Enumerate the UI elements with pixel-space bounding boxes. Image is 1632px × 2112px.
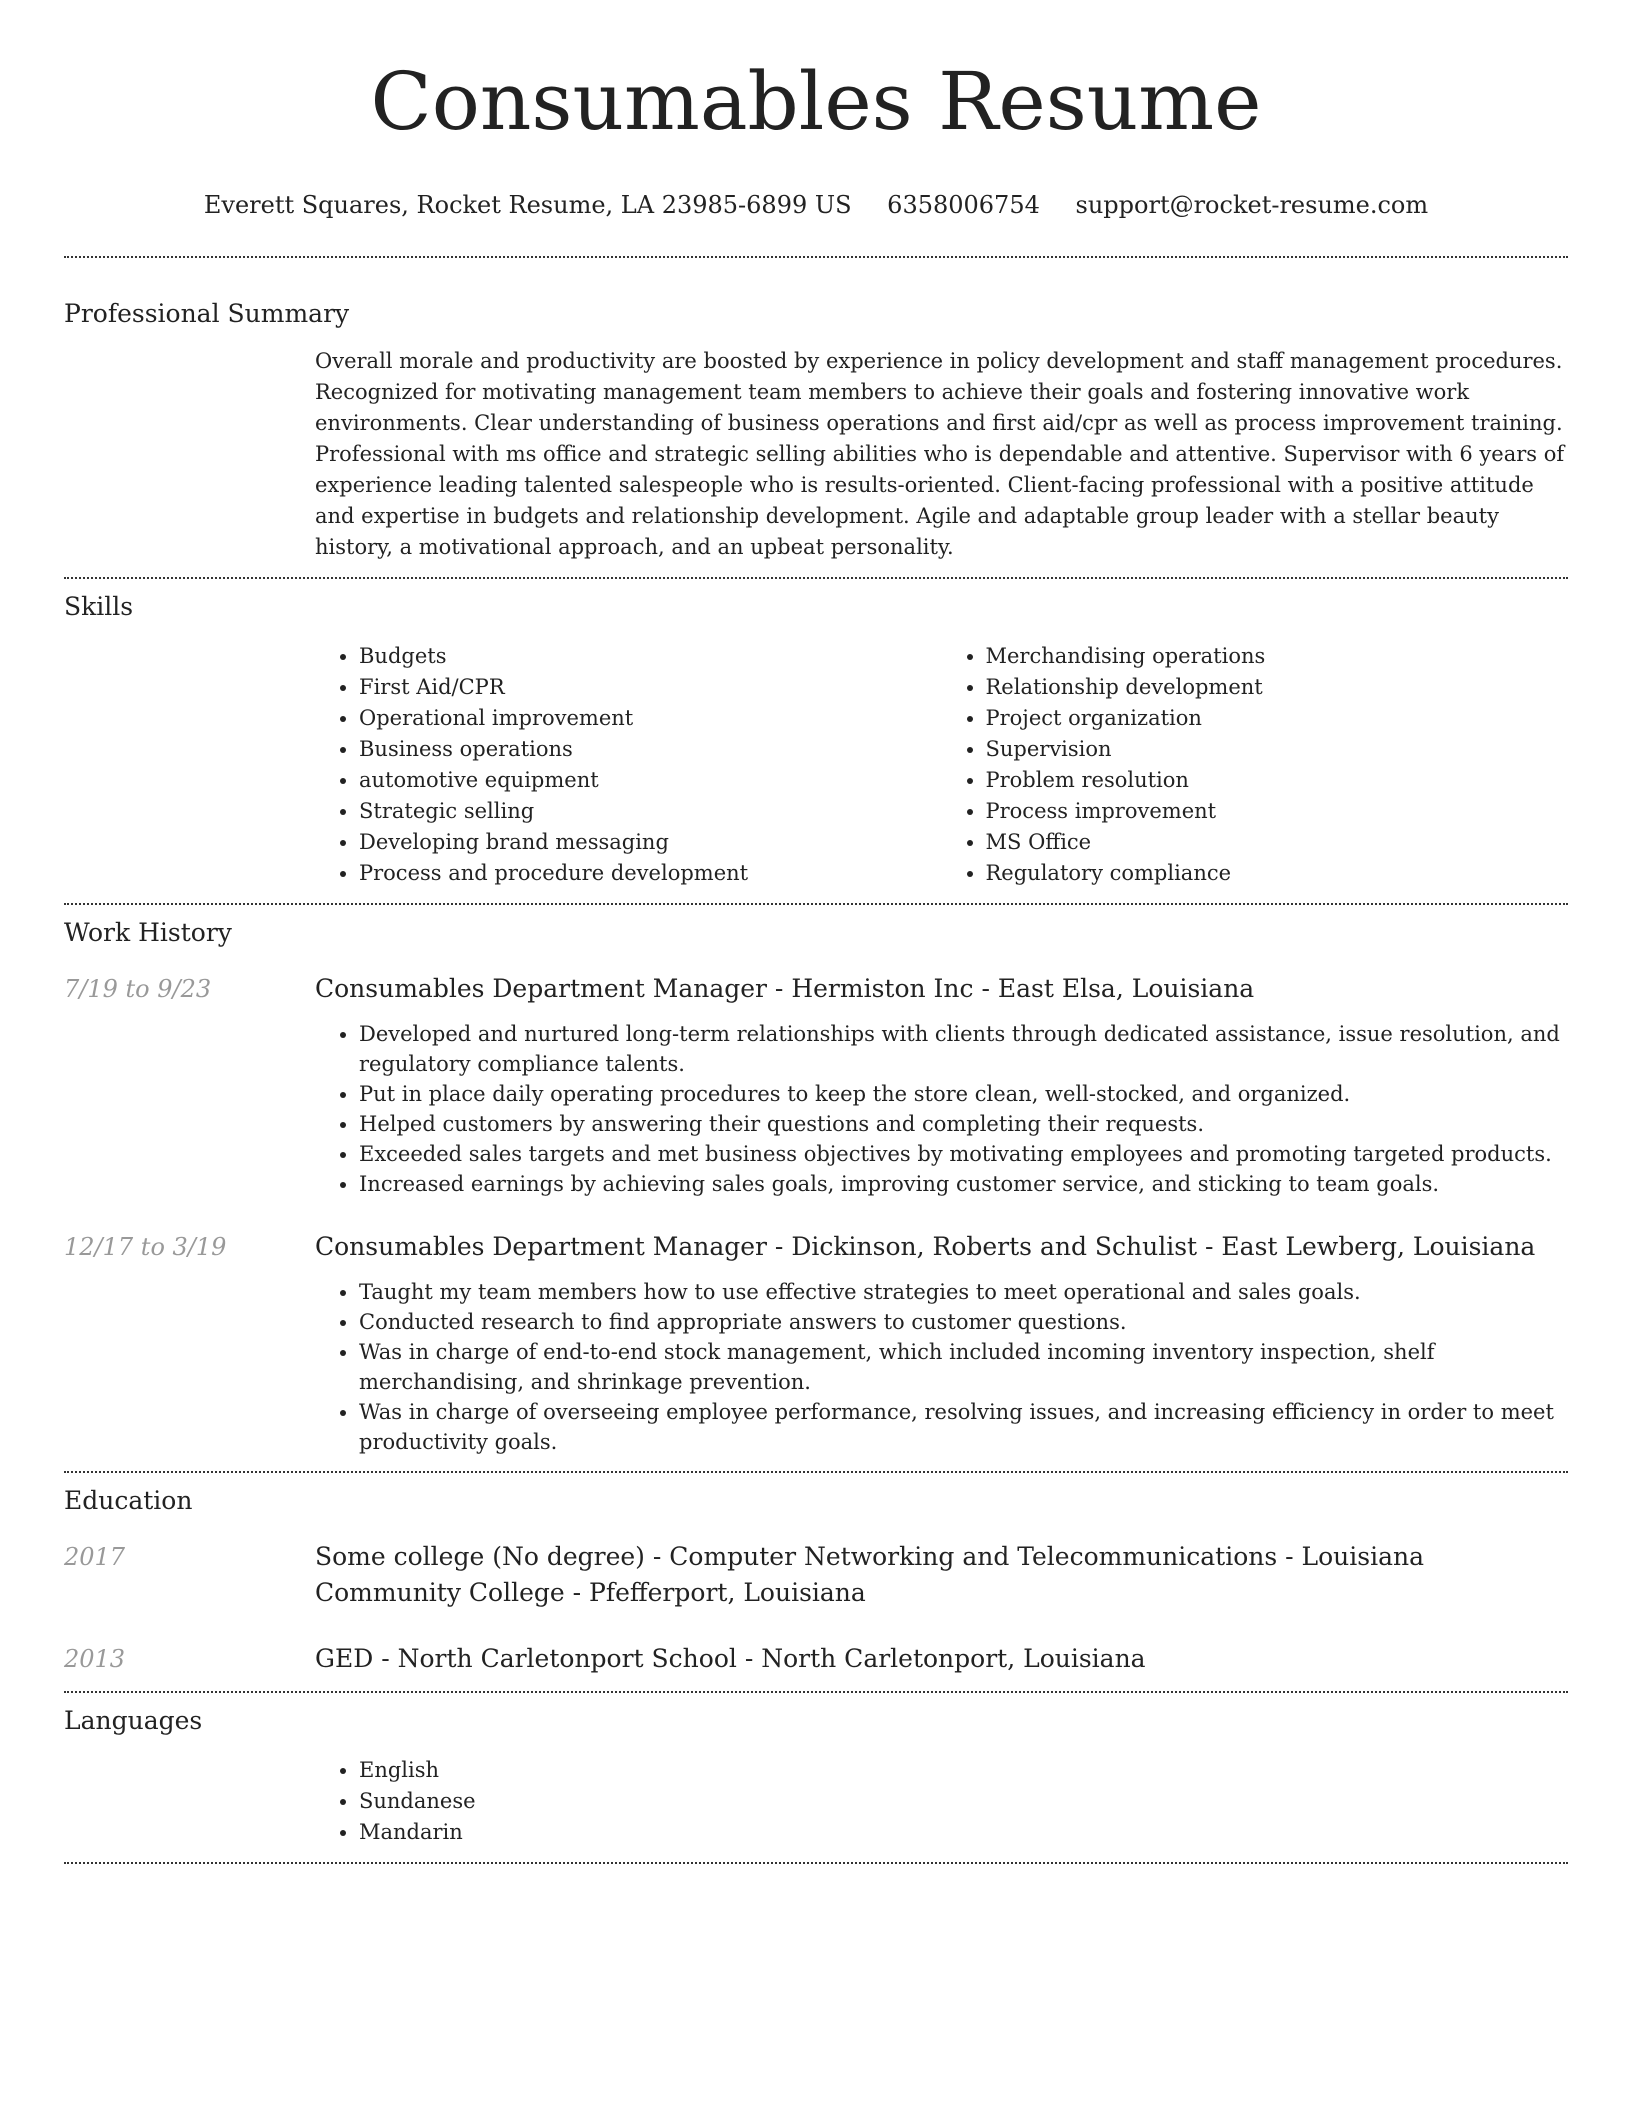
job-bullet: • Increased earnings by achieving sales goals, improving customer service, and sticking to team goals.	[359, 1169, 1568, 1199]
education-text: Some college (No degree) - Computer Networking and Telecommunications - Louisiana Community College - Pfefferport, Louisiana	[315, 1542, 1425, 1607]
job-bullet: • Exceeded sales targets and met business objectives by motivating employees and promoting targeted products.	[359, 1139, 1568, 1169]
section-title-education: Education	[64, 1486, 193, 1515]
skill-item: • Regulatory compliance	[986, 858, 1569, 889]
job-dates: 12/17 to 3/19	[64, 1233, 227, 1261]
job-bullet: • Taught my team members how to use effective strategies to meet operational and sales goals.	[359, 1277, 1568, 1307]
language-item: • Mandarin	[359, 1817, 1568, 1848]
education-year: 2017	[64, 1543, 126, 1571]
job-bullet: • Developed and nurtured long-term relationships with clients through dedicated assistance, issue resolution, and regulatory compliance talents.	[359, 1019, 1568, 1079]
skill-item: • Project organization	[986, 703, 1569, 734]
languages-items	[315, 1755, 1568, 1848]
education-text: GED - North Carletonport School - North Carletonport, Louisiana	[315, 1644, 1146, 1673]
job-bullet: • Conducted research to find appropriate answers to customer questions.	[359, 1307, 1568, 1337]
skill-item: • First Aid/CPR	[359, 672, 942, 703]
divider	[64, 1862, 1568, 1864]
section-title-work-history: Work History	[64, 918, 232, 947]
skill-item: • Business operations	[359, 734, 942, 765]
section-title-summary: Professional Summary	[64, 299, 350, 328]
contact-email[interactable]: support@rocket-resume.com	[1075, 191, 1429, 219]
skills-list	[315, 641, 1568, 889]
job-bullets	[315, 1277, 1568, 1457]
section-title-skills: Skills	[64, 592, 134, 621]
contact-phone: 6358006754	[887, 191, 1040, 219]
job-entry	[64, 1229, 1568, 1457]
job-dates: 7/19 to 9/23	[64, 975, 212, 1003]
job-bullet: • Put in place daily operating procedures to keep the store clean, well-stocked, and organized.	[359, 1079, 1568, 1109]
job-details	[315, 1229, 1568, 1457]
skill-item: • Strategic selling	[359, 796, 942, 827]
divider	[64, 903, 1568, 905]
job-entry	[64, 971, 1568, 1199]
job-bullet: • Helped customers by answering their questions and completing their requests.	[359, 1109, 1568, 1139]
skill-item: • Process and procedure development	[359, 858, 942, 889]
education-entry	[64, 1539, 1568, 1611]
education-entry	[64, 1641, 1568, 1677]
education-year: 2013	[64, 1645, 126, 1673]
contact-line	[64, 190, 1568, 220]
divider	[64, 1691, 1568, 1693]
skill-item: • Operational improvement	[359, 703, 942, 734]
job-details	[315, 971, 1568, 1199]
skill-item: • automotive equipment	[359, 765, 942, 796]
skill-item: • Problem resolution	[986, 765, 1569, 796]
language-item: • English	[359, 1755, 1568, 1786]
skill-item: • MS Office	[986, 827, 1569, 858]
summary-text: Overall morale and productivity are boosted by experience in policy development and staff management procedures. Recognized for motivating management team members to achieve their goals and fostering innovative work environments. Clear understanding of business operations and first aid/cpr as well as process improvement training. Professional with ms office and strategic selling abilities who is dependable and attentive. Supervisor with 6 years of experience leading talented salespeople who is results-oriented. Client-facing professional with a positive attitude and expertise in budgets and relationship development. Agile and adaptable group leader with a stellar beauty history, a motivational approach, and an upbeat personality.	[315, 349, 1565, 559]
skills-column-left	[315, 641, 942, 889]
divider	[64, 577, 1568, 579]
contact-address: Everett Squares, Rocket Resume, LA 23985-6899 US	[203, 191, 852, 219]
skill-item: • Process improvement	[986, 796, 1569, 827]
language-item: • Sundanese	[359, 1786, 1568, 1817]
divider	[64, 1471, 1568, 1473]
skill-item: • Developing brand messaging	[359, 827, 942, 858]
job-bullet: • Was in charge of overseeing employee performance, resolving issues, and increasing efficiency in order to meet productivity goals.	[359, 1397, 1568, 1457]
section-title-languages: Languages	[64, 1706, 203, 1735]
skills-column-right	[942, 641, 1569, 889]
job-bullets	[315, 1019, 1568, 1199]
skill-item: • Supervision	[986, 734, 1569, 765]
skill-item: • Budgets	[359, 641, 942, 672]
skill-item: • Merchandising operations	[986, 641, 1569, 672]
languages-list	[315, 1755, 1568, 1848]
skill-item: • Relationship development	[986, 672, 1569, 703]
resume-title: Consumables Resume	[370, 55, 1262, 148]
job-title: Consumables Department Manager - Hermiston Inc - East Elsa, Louisiana	[315, 974, 1255, 1003]
divider	[64, 256, 1568, 258]
job-title: Consumables Department Manager - Dickinson, Roberts and Schulist - East Lewberg, Louisiana	[315, 1232, 1536, 1261]
job-bullet: • Was in charge of end-to-end stock management, which included incoming inventory inspection, shelf merchandising, and shrinkage prevention.	[359, 1337, 1568, 1397]
